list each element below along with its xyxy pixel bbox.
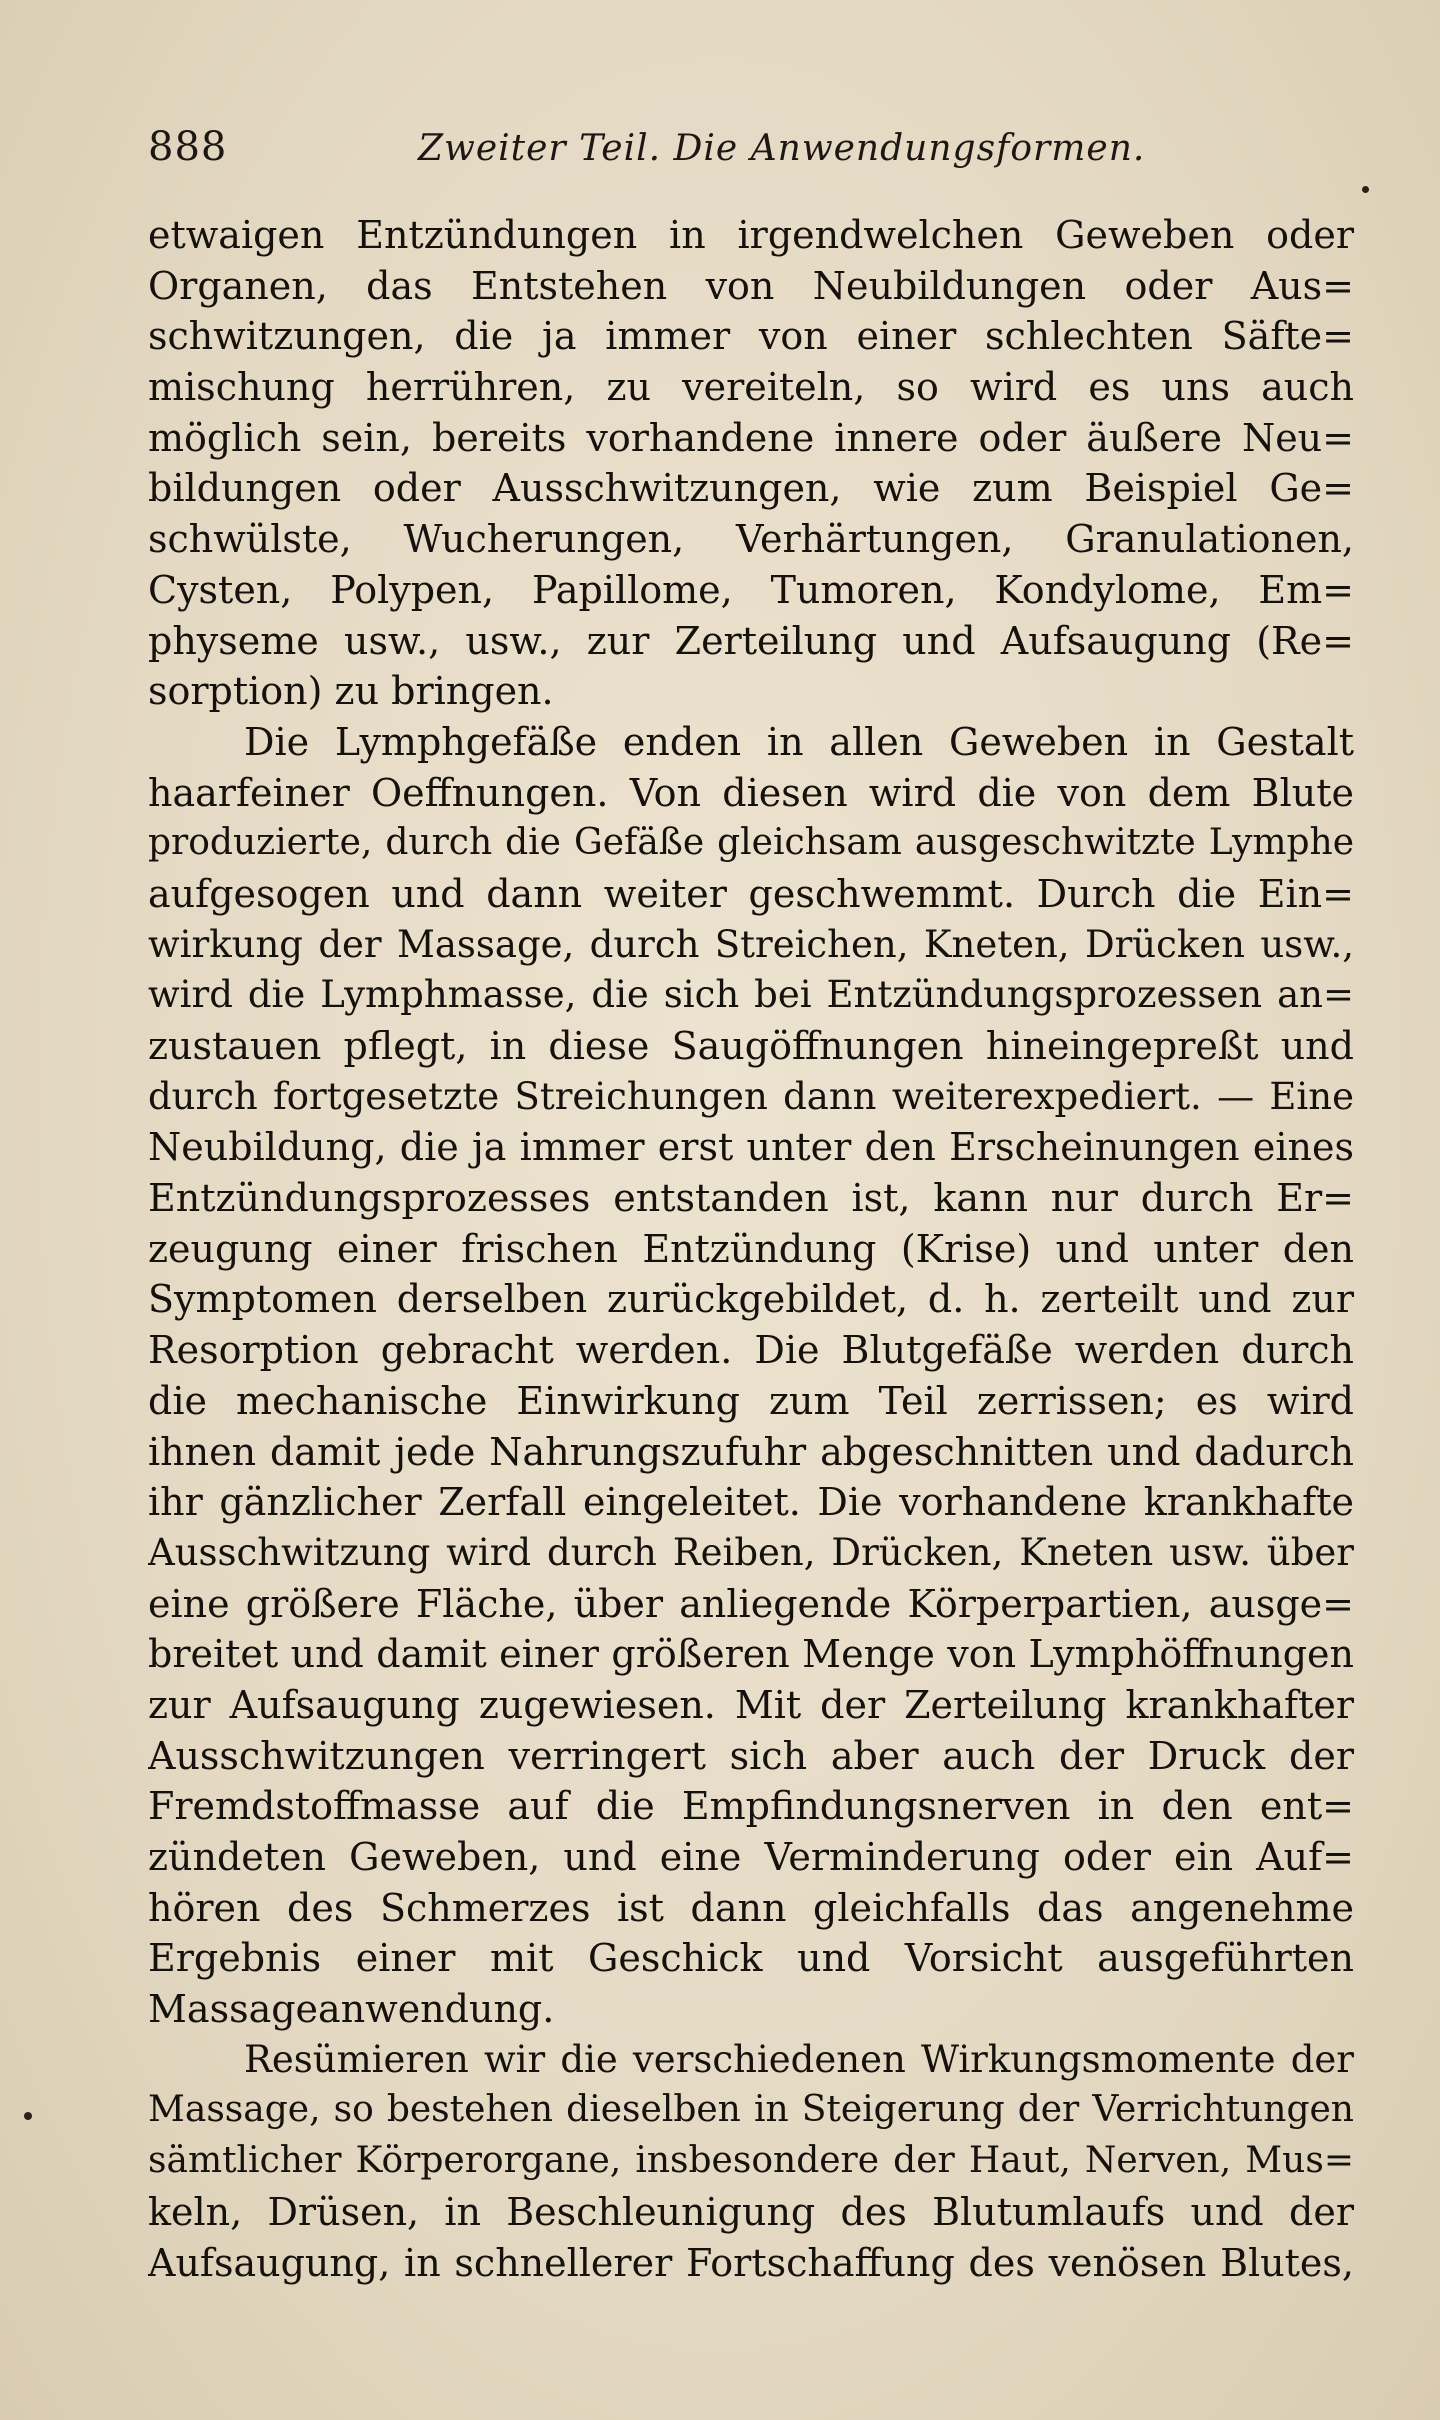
text-line: zustauen pflegt, in diese Saugöffnungen hineingepreßt und xyxy=(148,1024,1354,1068)
text-line: schwitzungen, die ja immer von einer schlechten Säfte= xyxy=(148,314,1354,359)
body-text xyxy=(148,210,1354,2288)
text-line: Ausschwitzung wird durch Reiben, Drücken, Kneten usw. über xyxy=(148,1530,1354,1574)
text-line: ihr gänzlicher Zerfall eingeleitet. Die vorhandene krankhafte xyxy=(148,1480,1354,1525)
text-line: Ergebnis einer mit Geschick und Vorsicht ausgeführten xyxy=(148,1936,1354,1981)
text-line: Entzündungsprozesses entstanden ist, kann nur durch Er= xyxy=(148,1176,1354,1221)
text-line: Resümieren wir die verschiedenen Wirkungsmomente der xyxy=(244,2037,1354,2081)
text-line: Aufsaugung, in schnellerer Fortschaffung des venösen Blutes, xyxy=(148,2240,1354,2285)
ink-speck xyxy=(1362,186,1369,193)
text-line: Massage, so bestehen dieselben in Steigerung der Verrichtungen xyxy=(148,2089,1354,2131)
page-header xyxy=(148,118,1358,182)
text-line: Fremdstoffmasse auf die Empfindungsnerven in den ent= xyxy=(148,1784,1354,1829)
text-line: zur Aufsaugung zugewiesen. Mit der Zerteilung krankhafter xyxy=(148,1682,1354,1727)
text-line: etwaigen Entzündungen in irgendwelchen Geweben oder xyxy=(148,213,1354,257)
text-line: bildungen oder Ausschwitzungen, wie zum Beispiel Ge= xyxy=(148,466,1354,511)
text-line: mischung herrühren, zu vereiteln, so wird es uns auch xyxy=(148,365,1354,410)
text-line: wirkung der Massage, durch Streichen, Kneten, Drücken usw., xyxy=(148,922,1354,966)
text-line: keln, Drüsen, in Beschleunigung des Blutumlaufs und der xyxy=(148,2189,1354,2234)
text-line: produzierte, durch die Gefäße gleichsam ausgeschwitzte Lymphe xyxy=(148,822,1354,864)
text-line: Die Lymphgefäße enden in allen Geweben in Gestalt xyxy=(244,719,1354,764)
text-line: physeme usw., usw., zur Zerteilung und Aufsaugung (Re= xyxy=(148,618,1354,663)
text-line: haarfeiner Oeffnungen. Von diesen wird die von dem Blute xyxy=(148,770,1354,815)
text-line: sämtlicher Körperorgane, insbesondere der Haut, Nerven, Mus= xyxy=(148,2140,1354,2182)
text-line: breitet und damit einer größeren Menge von Lymphöffnungen xyxy=(148,1632,1354,1677)
text-line: zeugung einer frischen Entzündung (Krise) und unter den xyxy=(148,1226,1354,1271)
text-line: Neubildung, die ja immer erst unter den Erscheinungen eines xyxy=(148,1125,1354,1170)
text-line: durch fortgesetzte Streichungen dann weiterexpediert. — Eine xyxy=(148,1074,1354,1118)
text-line: eine größere Fläche, über anliegende Körperpartien, ausge= xyxy=(148,1581,1354,1626)
text-line: Organen, das Entstehen von Neubildungen oder Aus= xyxy=(148,263,1354,308)
page-number: 888 xyxy=(148,124,228,170)
text-line: ihnen damit jede Nahrungszufuhr abgeschnitten und dadurch xyxy=(148,1429,1354,1474)
text-line: zündeten Geweben, und eine Verminderung oder ein Auf= xyxy=(148,1835,1354,1879)
running-head: Zweiter Teil. Die Anwendungsformen. xyxy=(418,128,1146,169)
text-line: Symptomen derselben zurückgebildet, d. h. zerteilt und zur xyxy=(148,1277,1354,1322)
text-line: schwülste, Wucherungen, Verhärtungen, Granulationen, xyxy=(148,517,1354,562)
text-line: sorption) zu bringen. xyxy=(148,669,554,714)
text-line: aufgesogen und dann weiter geschwemmt. Durch die Ein= xyxy=(148,871,1354,916)
text-line: Resorption gebracht werden. Die Blutgefäße werden durch xyxy=(148,1328,1354,1373)
text-line: möglich sein, bereits vorhandene innere oder äußere Neu= xyxy=(148,415,1354,460)
text-line: Ausschwitzungen verringert sich aber auch der Druck der xyxy=(148,1733,1354,1778)
ink-speck xyxy=(24,2112,32,2120)
text-line: Cysten, Polypen, Papillome, Tumoren, Kondylome, Em= xyxy=(148,567,1354,612)
text-line: Massageanwendung. xyxy=(148,1987,555,2032)
text-line: die mechanische Einwirkung zum Teil zerrissen; es wird xyxy=(148,1378,1354,1423)
text-line: wird die Lymphmasse, die sich bei Entzündungsprozessen an= xyxy=(148,973,1354,1017)
text-line: hören des Schmerzes ist dann gleichfalls das angenehme xyxy=(148,1885,1354,1930)
